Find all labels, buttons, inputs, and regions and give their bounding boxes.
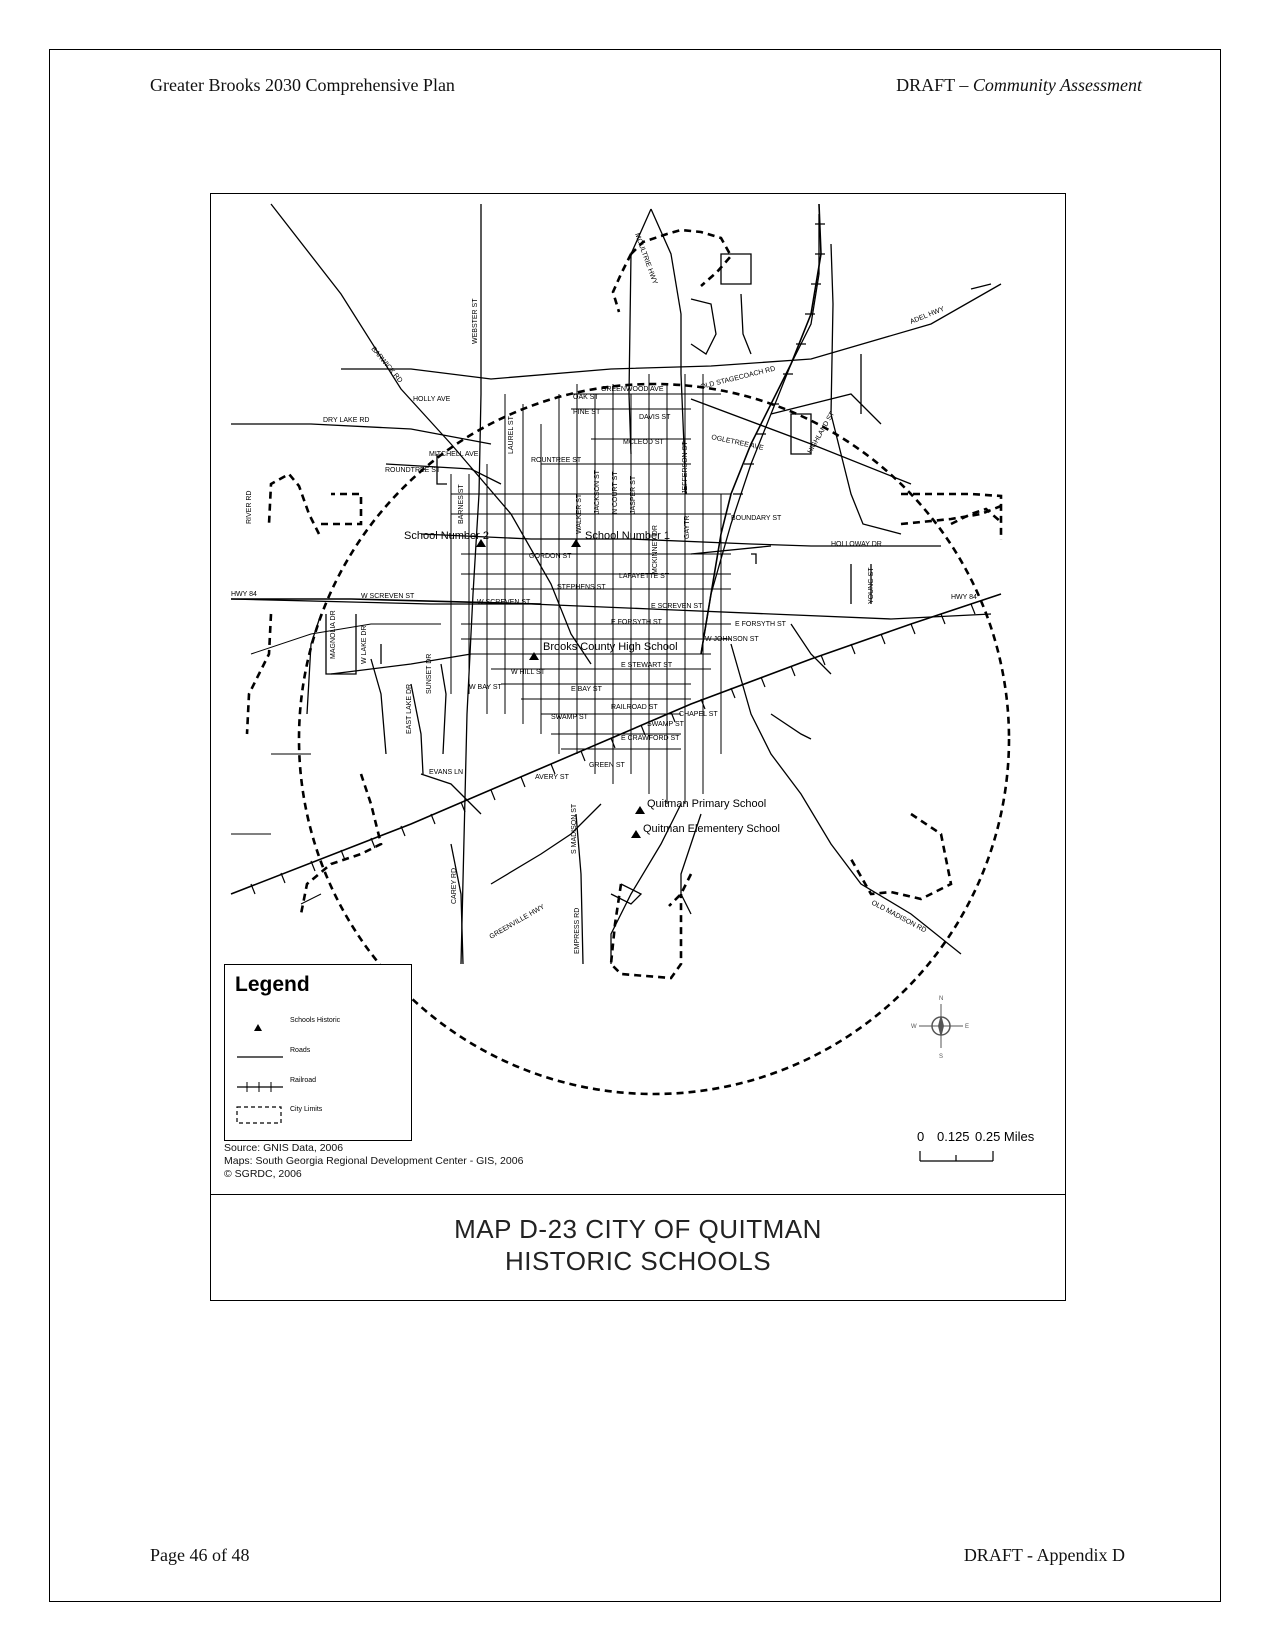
street-label: SWAMP ST (647, 721, 684, 728)
map-title-line2: HISTORIC SCHOOLS (504, 1246, 772, 1276)
street-label: HIGHLAND ST (806, 410, 837, 455)
school-label: Quitman Primary School (647, 798, 767, 810)
street-label: GREEN ST (589, 762, 625, 769)
street-label: W HILL ST (511, 669, 545, 676)
street-label: EAST LAKE DR (406, 683, 413, 734)
legend-label: Schools Historic (290, 1017, 341, 1024)
map-title-box (211, 1194, 1065, 1300)
street-label: ADEL HWY (909, 305, 946, 326)
street-label: MCKINNEY DR (652, 525, 659, 574)
scale-label: 0.125 (937, 1129, 970, 1144)
street-label: OLD STAGECOACH RD (699, 365, 777, 391)
street-label: E FORSYTH ST (735, 621, 786, 628)
header-right-italic: Community Assessment (972, 75, 1142, 95)
triangle-icon (635, 806, 645, 814)
school-marker[interactable] (635, 798, 766, 814)
dashed-box-icon (235, 1104, 283, 1126)
street-label: GREENVILLE HWY (488, 903, 546, 941)
street-label: E STEWART ST (621, 662, 673, 669)
source-line: Maps: South Georgia Regional Development Center - GIS, 2006 (224, 1155, 524, 1167)
school-marker[interactable] (529, 641, 678, 660)
school-label: Brooks County High School (543, 641, 678, 653)
header-left: Greater Brooks 2030 Comprehensive Plan (150, 75, 455, 95)
street-label: LAUREL ST (508, 416, 515, 454)
railroad-line-icon (235, 1075, 283, 1097)
footer-right: DRAFT - Appendix D (963, 1545, 1125, 1565)
street-label: E CRAWFORD ST (621, 735, 680, 742)
street-label: W SCREVEN ST (361, 593, 415, 600)
street-label: WEBSTER ST (472, 298, 479, 344)
street-label: BARWICK RD (369, 345, 404, 385)
school-label: School Number 1 (585, 530, 670, 542)
school-label: School Number 2 (404, 530, 489, 542)
triangle-icon (631, 830, 641, 838)
street-label: BOUNDARY ST (731, 515, 782, 522)
header-right-prefix: DRAFT – (896, 75, 973, 95)
street-label: STEPHENS ST (557, 584, 606, 591)
header-right (896, 75, 1142, 96)
railroads (231, 204, 1001, 894)
street-label: EMPRESS RD (574, 907, 581, 954)
east-label: E (965, 1024, 970, 1030)
source-notes (224, 1142, 523, 1181)
street-label: E SCREVEN ST (651, 603, 703, 610)
street-label: OLD MADISON RD (870, 899, 928, 935)
street-label: JASPER ST (630, 475, 637, 514)
road-line-icon (235, 1045, 283, 1067)
street-label: CAREY RD (451, 867, 458, 904)
scale-label: 0 (917, 1129, 925, 1144)
street-label: HWY 84 (951, 594, 977, 601)
footer-left: Page 46 of 48 (150, 1545, 250, 1565)
school-marker[interactable] (631, 823, 780, 838)
street-label: OGLETREE AVE (710, 434, 765, 453)
north-arrow-icon (911, 996, 969, 1060)
street-label: DRY LAKE RD (323, 417, 370, 424)
legend-label: Roads (290, 1047, 311, 1054)
triangle-icon (235, 1015, 283, 1037)
street-label: PINE ST (573, 409, 601, 416)
street-label: RIVER RD (246, 490, 253, 524)
street-label: JACKSON ST (594, 470, 601, 514)
street-label: SUNSET DR (426, 653, 433, 694)
street-label: ROUNTREE ST (531, 457, 582, 464)
street-label: ROUNDTREE ST (385, 467, 441, 474)
north-label: N (939, 996, 944, 1002)
street-label: HOLLOWAY DR (831, 541, 882, 548)
street-label: CHAPEL ST (679, 711, 718, 718)
legend-label: City Limits (290, 1106, 323, 1113)
street-label: W SCREVEN ST (477, 599, 531, 606)
street-label: GAYTR (684, 515, 691, 539)
school-label: Quitman Elementery School (643, 823, 780, 835)
street-label: AVERY ST (535, 774, 569, 781)
street-label: N COURT ST (612, 471, 619, 514)
legend-label: Railroad (290, 1077, 317, 1084)
street-label: EVANS LN (429, 769, 464, 776)
street-label: MOULTRIE HWY (633, 232, 659, 286)
street-label: MCLEOD ST (623, 439, 664, 446)
street-label: S MADISON ST (571, 803, 578, 854)
street-label: MAGNOLIA DR (330, 610, 337, 659)
triangle-icon (529, 652, 539, 660)
street-label: DAVIS ST (639, 414, 671, 421)
south-label: S (939, 1054, 944, 1060)
street-label: SWAMP ST (551, 714, 588, 721)
street-label: HOLLY AVE (413, 396, 451, 403)
street-labels (231, 232, 977, 954)
legend-title: Legend (235, 973, 310, 996)
roads (231, 204, 1001, 964)
scale-label: 0.25 Miles (975, 1129, 1035, 1144)
street-label: WALKER ST (576, 493, 583, 534)
street-label: HWY 84 (231, 591, 257, 598)
map-frame (210, 193, 1066, 1301)
street-label: JEFFERSON ST (682, 441, 689, 494)
street-label: BARNES ST (458, 484, 465, 524)
street-label: GREENWOOD AVE (601, 386, 664, 393)
street-label: E FORSYTH ST (611, 619, 662, 626)
west-label: W (911, 1024, 917, 1030)
source-line: © SGRDC, 2006 (224, 1168, 302, 1180)
street-label: W JOHNSON ST (705, 636, 759, 643)
triangle-icon (571, 539, 581, 547)
street-label: W BAY ST (469, 684, 502, 691)
street-label: LAFAYETTE ST (619, 573, 670, 580)
street-label: W LAKE DR (361, 625, 368, 664)
legend-box (224, 964, 412, 1141)
map-title-line1: MAP D-23 CITY OF QUITMAN (454, 1214, 822, 1244)
street-label: YOUNG ST (868, 567, 875, 604)
street-label: OAK ST (573, 394, 599, 401)
street-label: RAILROAD ST (611, 704, 658, 711)
street-label: GORDON ST (529, 553, 572, 560)
street-label: E BAY ST (571, 686, 602, 693)
scale-ruler (919, 1147, 1009, 1163)
street-label: MITCHELL AVE (429, 451, 479, 458)
source-line: Source: GNIS Data, 2006 (224, 1142, 344, 1154)
